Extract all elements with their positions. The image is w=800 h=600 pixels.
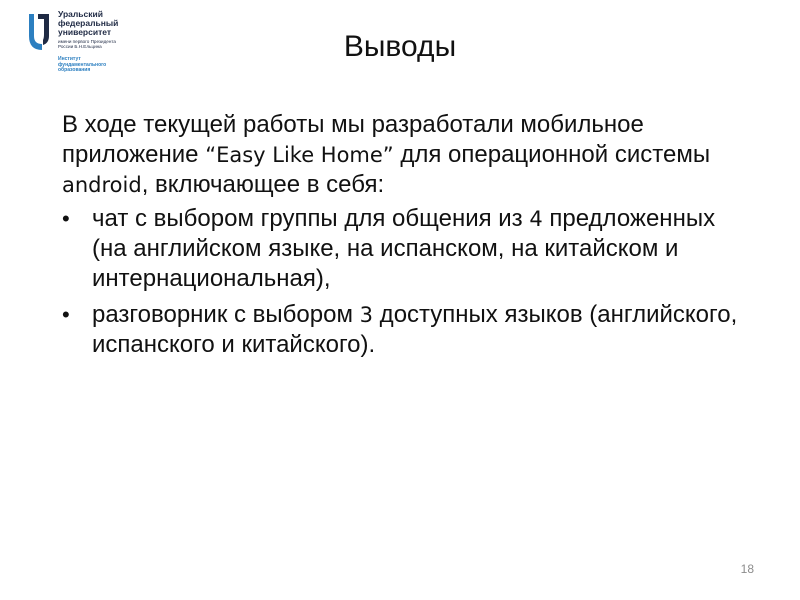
bullet-text-start: разговорник с выбором	[92, 301, 360, 328]
bullet-number: 4	[529, 207, 543, 231]
list-item	[62, 300, 742, 360]
university-subtitle: имени первого Президента России Б.Н.Ельцина	[58, 39, 116, 49]
os-name: android	[62, 173, 142, 197]
bullet-marker: •	[62, 302, 70, 327]
app-name: “Easy Like Home”	[205, 143, 394, 167]
bullet-list	[62, 204, 742, 360]
bullet-marker: •	[62, 206, 70, 231]
intro-text-3: , включающее в себя:	[141, 171, 385, 198]
university-name: Уральский федеральный университет	[58, 9, 119, 37]
intro-paragraph	[62, 110, 742, 200]
slide-content	[62, 110, 742, 366]
slide-title: Выводы	[343, 30, 457, 63]
intro-text-1: В ходе текущей работы мы разработали мобильное приложение	[62, 111, 644, 168]
bullet-number: 3	[359, 303, 374, 327]
page-number: 18	[740, 562, 754, 576]
intro-text-2: для операционной системы	[393, 141, 711, 168]
list-item	[62, 204, 742, 294]
bullet-text-end: предложенных (на английском языке, на испанском, на китайском и интернациональная),	[92, 205, 716, 292]
bullet-text-end: доступных языков (английского, испанского и китайского).	[92, 301, 738, 358]
institute-name: Институт фундаментального образования	[58, 56, 107, 74]
bullet-text-start: чат с выбором группы для общения из	[92, 205, 530, 232]
